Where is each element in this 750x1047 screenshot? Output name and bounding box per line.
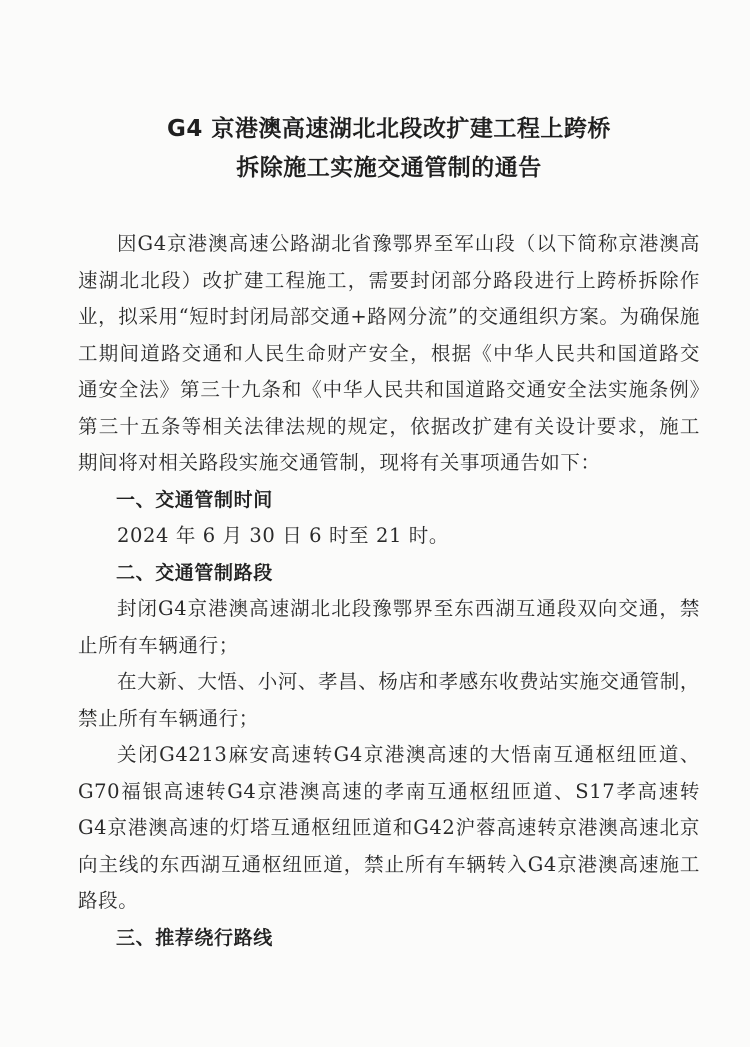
- section-2-paragraph-2: 在大新、大悟、小河、孝昌、杨店和孝感东收费站实施交通管制，禁止所有车辆通行；: [78, 670, 700, 730]
- section-2-paragraph-3: 关闭G4213麻安高速转G4京港澳高速的大悟南互通枢纽匝道、G70福银高速转G4京港澳高速的孝南互通枢纽匝道、S17孝高速转G4京港澳高速的灯塔互通枢纽匝道和G42沪蓉高速转京港澳高速北京向主线的东西湖互通枢纽匝道，禁止所有车辆转入G4京港澳高速施工路段。: [78, 743, 700, 912]
- intro-paragraph: 因G4京港澳高速公路湖北省豫鄂界至军山段（以下简称京港澳高速湖北北段）改扩建工程施工，需要封闭部分路段进行上跨桥拆除作业，拟采用“短时封闭局部交通+路网分流”的交通组织方案。为确保施工期间道路交通和人民生命财产安全，根据《中华人民共和国道路交通安全法》第三十九条和《中华人民共和国道路交通安全法实施条例》第三十五条等相关法律法规的规定，依据改扩建有关设计要求，施工期间将对相关路段实施交通管制，现将有关事项通告如下：: [78, 232, 700, 474]
- section-2-heading: 二、交通管制路段: [116, 561, 273, 584]
- document-title: [78, 110, 700, 188]
- section-2-paragraph-1: 封闭G4京港澳高速湖北北段豫鄂界至东西湖互通段双向交通，禁止所有车辆通行；: [78, 597, 700, 657]
- title-line-2: 拆除施工实施交通管制的通告: [236, 155, 542, 181]
- title-line-1: G4 京港澳高速湖北北段改扩建工程上跨桥: [167, 116, 611, 142]
- section-1-body: 2024 年 6 月 30 日 6 时至 21 时。: [117, 524, 449, 547]
- section-3-heading: 三、推荐绕行路线: [116, 926, 273, 949]
- section-1-heading: 一、交通管制时间: [116, 488, 273, 511]
